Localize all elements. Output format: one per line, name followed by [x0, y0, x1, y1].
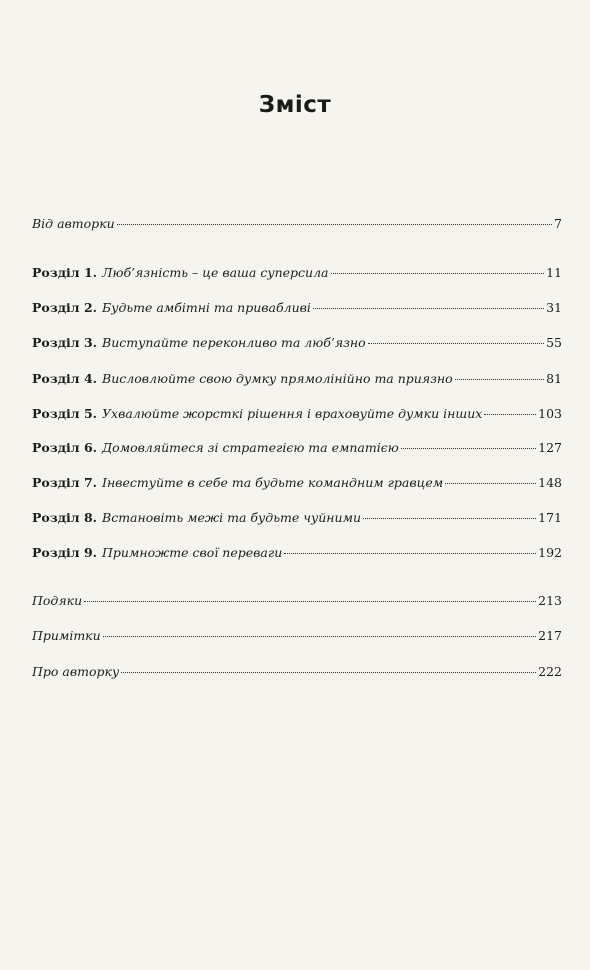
- chapter-label: Розділ 9.: [32, 545, 98, 560]
- chapter-label: Розділ 6.: [32, 440, 98, 455]
- chapter-label: Розділ 1.: [32, 265, 98, 280]
- chapter-label: Розділ 7.: [32, 475, 98, 490]
- toc-entry-notes[interactable]: [32, 626, 562, 646]
- page-title: Зміст: [258, 92, 332, 118]
- page-number: 127: [538, 440, 562, 455]
- dot-leader: [401, 448, 536, 449]
- toc-entry-foreword[interactable]: [32, 214, 562, 234]
- chapter-label: Розділ 4.: [32, 371, 98, 386]
- entry-title: Будьте амбітні та привабливі: [102, 300, 311, 315]
- page-number: 222: [538, 664, 562, 679]
- page-number: 31: [546, 300, 562, 315]
- dot-leader: [313, 308, 544, 309]
- page-number: 11: [546, 265, 562, 280]
- entry-title: Інвестуйте в себе та будьте командним гравцем: [102, 475, 444, 490]
- entry-title: Домовляйтеся зі стратегією та емпатією: [102, 440, 399, 455]
- dot-leader: [84, 601, 536, 602]
- toc-entry-acknowledgements[interactable]: [32, 591, 562, 611]
- toc-entry-chapter-8[interactable]: [32, 508, 562, 528]
- dot-leader: [284, 553, 536, 554]
- chapter-label: Розділ 8.: [32, 510, 98, 525]
- page-number: 171: [538, 510, 562, 525]
- dot-leader: [117, 224, 552, 225]
- entry-title: Ухвалюйте жорсткі рішення і враховуйте думки інших: [102, 406, 483, 421]
- page-number: 213: [538, 593, 562, 608]
- toc-entry-chapter-6[interactable]: [32, 438, 562, 458]
- toc-entry-chapter-5[interactable]: [32, 404, 562, 424]
- entry-title: Від авторки: [32, 216, 115, 231]
- toc-entry-chapter-2[interactable]: [32, 298, 562, 318]
- toc-entry-chapter-7[interactable]: [32, 473, 562, 493]
- entry-title: Примітки: [32, 628, 101, 643]
- dot-leader: [103, 636, 536, 637]
- page-number: 148: [538, 475, 562, 490]
- page-number: 192: [538, 545, 562, 560]
- dot-leader: [331, 273, 545, 274]
- toc-entry-chapter-3[interactable]: [32, 333, 562, 353]
- dot-leader: [368, 343, 544, 344]
- entry-title: Подяки: [32, 593, 83, 608]
- dot-leader: [363, 518, 536, 519]
- dot-leader: [121, 672, 536, 673]
- entry-title: Виступайте переконливо та люб’язно: [102, 335, 366, 350]
- entry-title: Встановіть межі та будьте чуйними: [102, 510, 361, 525]
- entry-title: Висловлюйте свою думку прямолінійно та приязно: [102, 371, 453, 386]
- toc-entry-about-author[interactable]: [32, 662, 562, 682]
- page-number: 217: [538, 628, 562, 643]
- entry-title: Про авторку: [32, 664, 120, 679]
- page-number: 55: [546, 335, 562, 350]
- page-number: 81: [546, 371, 562, 386]
- entry-title: Примножте свої переваги: [102, 545, 283, 560]
- dot-leader: [445, 483, 536, 484]
- page-number: 7: [554, 216, 562, 231]
- dot-leader: [484, 414, 536, 415]
- entry-title: Люб’язність – це ваша суперсила: [102, 265, 329, 280]
- toc-entry-chapter-1[interactable]: [32, 263, 562, 283]
- chapter-label: Розділ 2.: [32, 300, 98, 315]
- toc-entry-chapter-4[interactable]: [32, 369, 562, 389]
- toc-entry-chapter-9[interactable]: [32, 543, 562, 563]
- chapter-label: Розділ 5.: [32, 406, 98, 421]
- chapter-label: Розділ 3.: [32, 335, 98, 350]
- page-number: 103: [538, 406, 562, 421]
- dot-leader: [455, 379, 544, 380]
